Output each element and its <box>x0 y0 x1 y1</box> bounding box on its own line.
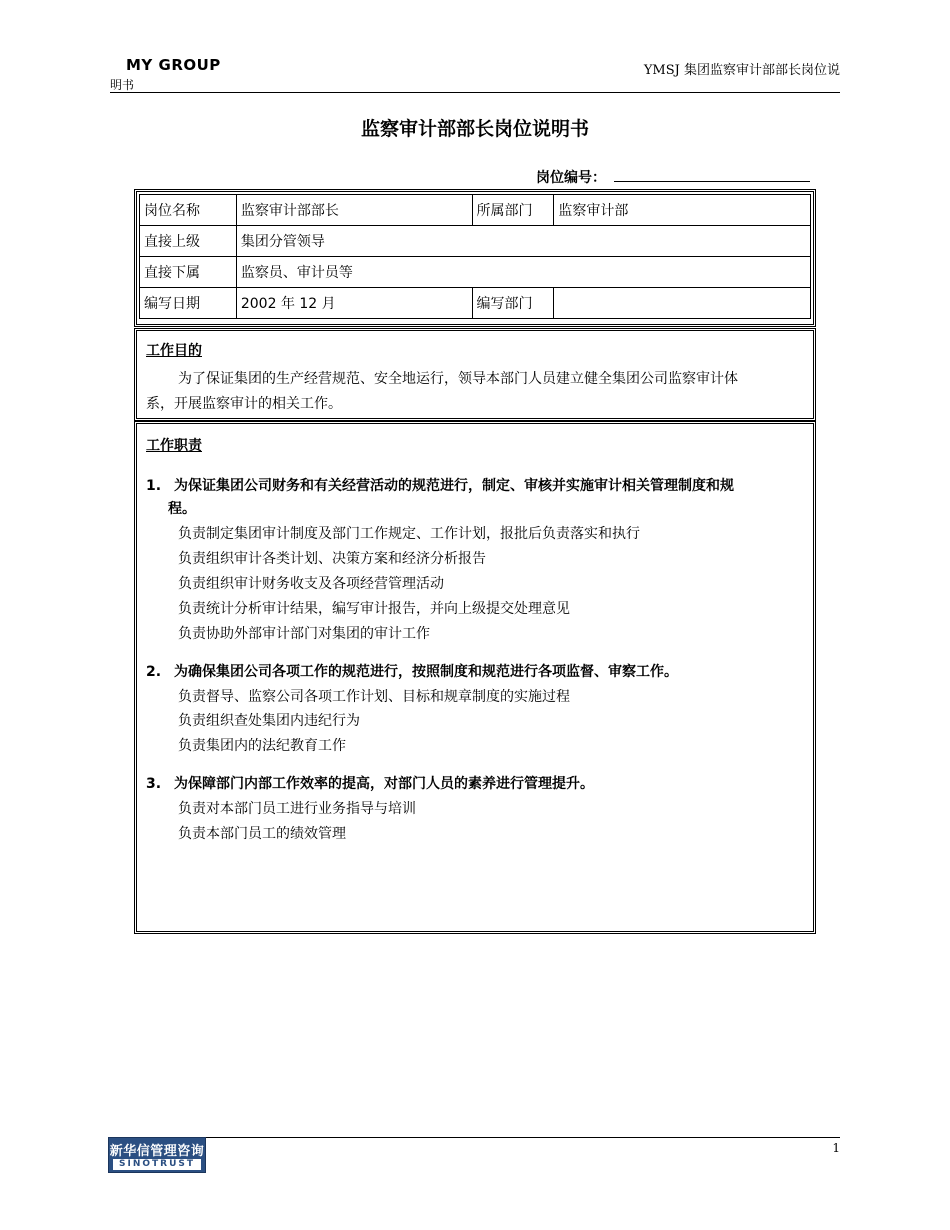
list-item-text: 负责制定集团审计制度及部门工作规定、工作计划，报批后负责落实和执行 <box>178 526 640 542</box>
list-item-text: 负责集团内的法纪教育工作 <box>178 738 346 754</box>
date-value: 2002 年 12 月 <box>236 288 472 319</box>
purpose-text-line2: 系，开展监察审计的相关工作。 <box>146 396 342 412</box>
list-item-text: 负责协助外部审计部门对集团的审计工作 <box>178 626 430 642</box>
list-item-text: 负责组织审计财务收支及各项经营管理活动 <box>178 576 444 592</box>
header-doc-ref: YMSJ 集团监察审计部部长岗位说 <box>643 63 840 78</box>
duty-3-heading: 为保障部门内部工作效率的提高，对部门人员的素养进行管理提升。 <box>174 776 594 792</box>
duty-1-heading: 为保证集团公司财务和有关经营活动的规范进行，制定、审核并实施审计相关管理制度和规 <box>174 478 734 494</box>
duty-2-heading: 为确保集团公司各项工作的规范进行，按照制度和规范进行各项监督、审察工作。 <box>174 664 678 680</box>
position-name-value: 监察审计部部长 <box>236 195 472 226</box>
page-title: 监察审计部部长岗位说明书 <box>360 118 589 140</box>
post-number-field <box>614 181 810 182</box>
date-label: 编写日期 <box>140 288 237 319</box>
department-value: 监察审计部 <box>554 195 811 226</box>
table-row <box>140 195 811 226</box>
footer-divider <box>205 1137 840 1138</box>
header-doc-ref-cont: 明书 <box>110 78 135 92</box>
subordinates-label: 直接下属 <box>140 257 237 288</box>
info-table <box>139 194 811 319</box>
duty-1-heading-cont: 程。 <box>168 501 196 517</box>
table-row <box>140 257 811 288</box>
superior-value: 集团分管领导 <box>236 226 810 257</box>
author-dept-value <box>554 288 811 319</box>
purpose-text-line1: 为了保证集团的生产经营规范、安全地运行，领导本部门人员建立健全集团公司监察审计体 <box>178 371 738 387</box>
list-item-text: 负责组织查处集团内违纪行为 <box>178 713 360 729</box>
list-item-text: 负责本部门员工的绩效管理 <box>178 826 346 842</box>
duty-2-number: 2. <box>146 664 162 680</box>
subordinates-value: 监察员、审计员等 <box>236 257 810 288</box>
purpose-title: 工作目的 <box>146 343 202 359</box>
list-item-text: 负责督导、监察公司各项工作计划、目标和规章制度的实施过程 <box>178 689 570 705</box>
duty-3-number: 3. <box>146 776 162 792</box>
position-name-label: 岗位名称 <box>140 195 237 226</box>
brand-name: MY GROUP <box>126 56 221 74</box>
table-row <box>140 288 811 319</box>
department-label: 所属部门 <box>472 195 554 226</box>
logo-text-en: SINOTRUST <box>113 1159 201 1170</box>
list-item-text: 负责组织审计各类计划、决策方案和经济分析报告 <box>178 551 486 567</box>
company-logo <box>108 1137 206 1173</box>
list-item-text: 负责对本部门员工进行业务指导与培训 <box>178 801 416 817</box>
logo-text-cn: 新华信管理咨询 <box>109 1144 205 1159</box>
post-number-label: 岗位编号： <box>536 170 606 186</box>
superior-label: 直接上级 <box>140 226 237 257</box>
list-item-text: 负责统计分析审计结果，编写审计报告，并向上级提交处理意见 <box>178 601 570 617</box>
author-dept-label: 编写部门 <box>472 288 554 319</box>
duties-title: 工作职责 <box>146 438 202 454</box>
header-divider <box>110 92 840 93</box>
table-row <box>140 226 811 257</box>
page-number: 1 <box>832 1141 840 1155</box>
duty-1-number: 1. <box>146 478 162 494</box>
